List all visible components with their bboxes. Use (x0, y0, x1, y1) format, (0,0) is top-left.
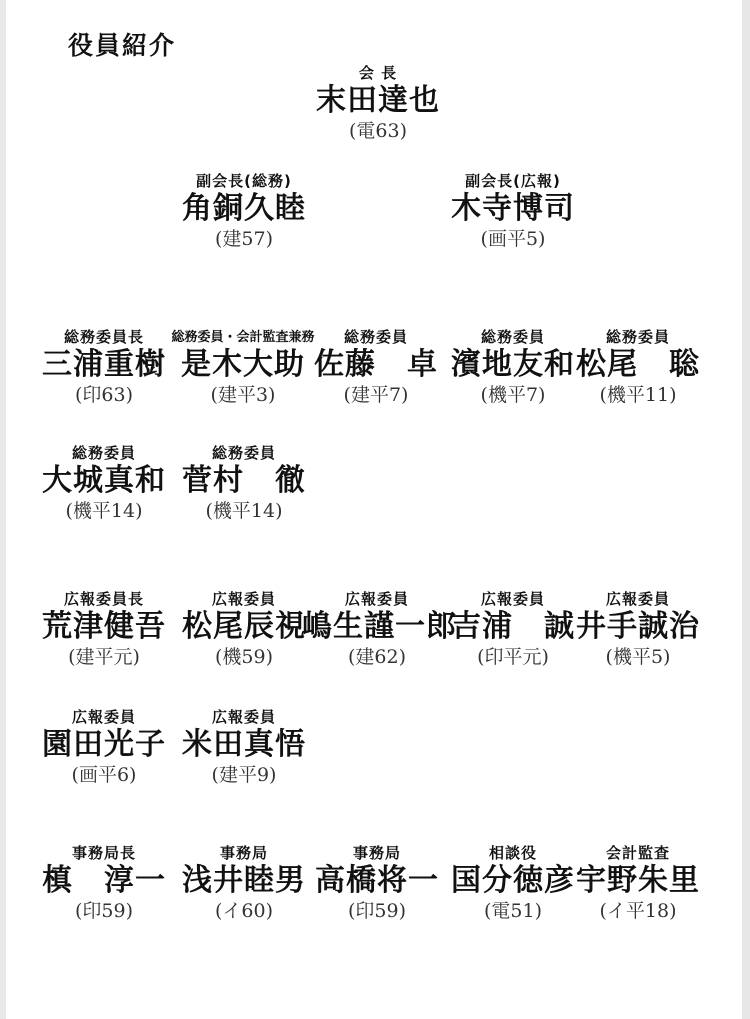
secretariat-entry (34, 844, 174, 923)
general-affairs-entry (443, 328, 583, 407)
member-role: 総務委員長 (63, 328, 144, 346)
member-name: 槙 淳一 (42, 863, 166, 898)
member-name: 菅村 徹 (182, 463, 306, 498)
vice-president-entry (443, 172, 583, 251)
member-role: 相談役 (488, 844, 537, 862)
general-affairs-entry (34, 328, 174, 407)
member-role: 総務委員 (71, 444, 136, 462)
member-name: 浅井睦男 (182, 863, 306, 898)
member-role: 事務局長 (71, 844, 136, 862)
secretariat-entry (174, 844, 314, 923)
member-role: 広報委員 (480, 590, 545, 608)
public-relations-entry (34, 590, 174, 669)
member-affiliation: (機平14) (205, 500, 283, 522)
general-affairs-entry (168, 328, 318, 407)
general-affairs-entry (306, 328, 446, 407)
member-role: 広報委員 (344, 590, 409, 608)
member-name: 角銅久睦 (182, 191, 306, 226)
member-affiliation: (画平6) (71, 764, 137, 786)
member-name: 大城真和 (42, 463, 166, 498)
member-affiliation: (機59) (214, 646, 273, 668)
member-role: 総務委員 (480, 328, 545, 346)
member-role: 総務委員・会計監査兼務 (171, 330, 315, 345)
member-name: 国分徳彦 (451, 863, 575, 898)
member-affiliation: (機平14) (65, 500, 143, 522)
member-affiliation: (建平9) (211, 764, 277, 786)
member-affiliation: (建平元) (68, 646, 140, 668)
member-role: 広報委員長 (63, 590, 144, 608)
member-name: 米田真悟 (182, 727, 306, 762)
member-name: 佐藤 卓 (314, 347, 438, 382)
member-name: 濱地友和 (451, 347, 575, 382)
secretariat-entry (568, 844, 708, 923)
member-role: 副会長(広報) (465, 172, 561, 190)
public-relations-entry (174, 708, 314, 787)
secretariat-entry (307, 844, 447, 923)
member-affiliation: (電63) (348, 120, 407, 142)
public-relations-entry (568, 590, 708, 669)
member-role: 総務委員 (605, 328, 670, 346)
member-role: 事務局 (219, 844, 268, 862)
member-name: 高橋将一 (315, 863, 439, 898)
member-role: 広報委員 (211, 708, 276, 726)
member-role: 副会長(総務) (196, 172, 292, 190)
vice-president-entry (174, 172, 314, 251)
member-role: 事務局 (352, 844, 401, 862)
member-affiliation: (印59) (74, 900, 133, 922)
member-affiliation: (建平3) (210, 384, 276, 406)
secretariat-entry (443, 844, 583, 923)
member-name: 松尾辰視 (182, 609, 306, 644)
member-name: 荒津健吾 (42, 609, 166, 644)
member-affiliation: (建57) (214, 228, 273, 250)
member-affiliation: (建62) (347, 646, 406, 668)
member-affiliation: (画平5) (480, 228, 546, 250)
member-name: 園田光子 (42, 727, 166, 762)
member-role: 会計監査 (605, 844, 670, 862)
member-affiliation: (建平7) (343, 384, 409, 406)
member-role: 広報委員 (71, 708, 136, 726)
member-role: 広報委員 (605, 590, 670, 608)
president-entry (308, 64, 448, 143)
member-name: 松尾 聡 (576, 347, 700, 382)
member-affiliation: (機平11) (599, 384, 677, 406)
member-name: 末田達也 (316, 83, 440, 118)
member-affiliation: (印63) (74, 384, 133, 406)
member-name: 嶋生謹一郎 (302, 609, 457, 644)
member-affiliation: (印59) (347, 900, 406, 922)
member-role: 総務委員 (343, 328, 408, 346)
public-relations-entry (174, 590, 314, 669)
member-name: 井手誠治 (576, 609, 700, 644)
general-affairs-entry (568, 328, 708, 407)
public-relations-entry (443, 590, 583, 669)
member-role: 総務委員 (211, 444, 276, 462)
left-page-edge (0, 0, 6, 1019)
member-role: 会 長 (358, 64, 398, 82)
public-relations-entry (34, 708, 174, 787)
member-affiliation: (イ平18) (599, 900, 677, 922)
member-name: 木寺博司 (451, 191, 575, 226)
member-name: 三浦重樹 (42, 347, 166, 382)
member-name: 是木大助 (181, 347, 305, 382)
member-affiliation: (機平7) (480, 384, 546, 406)
general-affairs-entry (174, 444, 314, 523)
page-title: 役員紹介 (68, 31, 177, 60)
right-page-edge (742, 0, 750, 1019)
member-affiliation: (電51) (483, 900, 542, 922)
member-affiliation: (印平元) (477, 646, 549, 668)
member-affiliation: (機平5) (605, 646, 671, 668)
general-affairs-entry (34, 444, 174, 523)
member-name: 吉浦 誠 (451, 609, 575, 644)
member-role: 広報委員 (211, 590, 276, 608)
member-name: 宇野朱里 (576, 863, 700, 898)
public-relations-entry (302, 590, 457, 669)
member-affiliation: (イ60) (214, 900, 273, 922)
